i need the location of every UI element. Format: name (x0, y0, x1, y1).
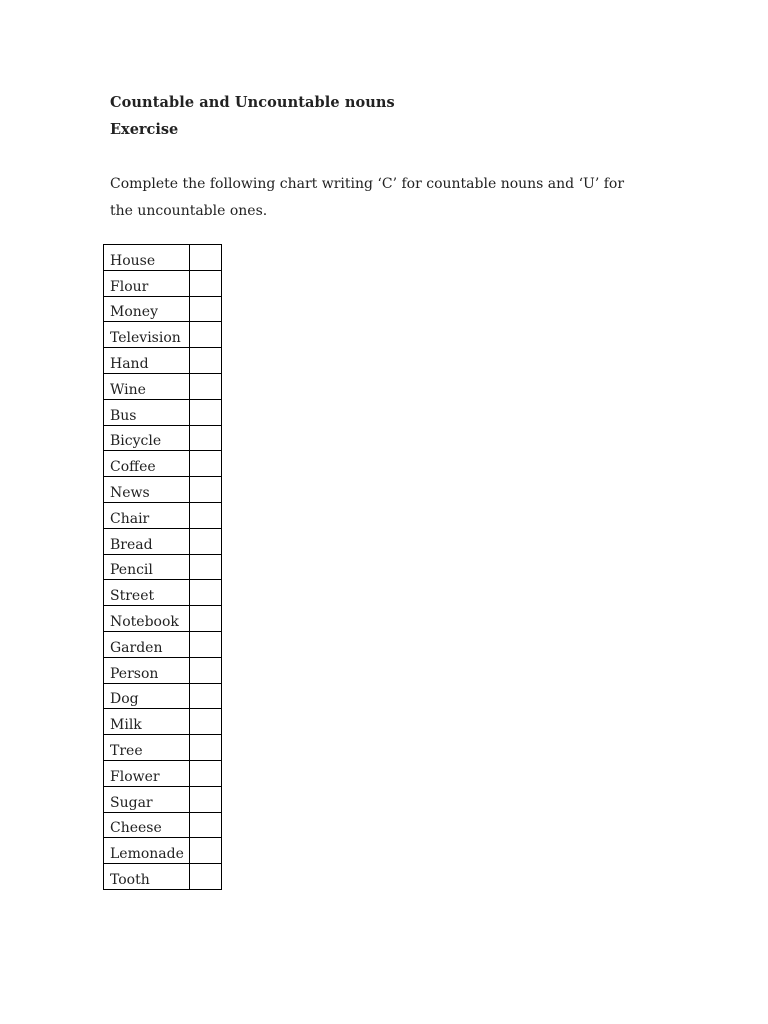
noun-cell: Flower (104, 760, 190, 786)
answer-cell[interactable] (190, 606, 222, 632)
table-row (104, 528, 222, 554)
noun-cell: Coffee (104, 451, 190, 477)
table-row (104, 502, 222, 528)
noun-cell: Chair (104, 502, 190, 528)
table-row (104, 348, 222, 374)
table-row (104, 296, 222, 322)
table-row (104, 838, 222, 864)
table-row (104, 631, 222, 657)
answer-cell[interactable] (190, 864, 222, 890)
answer-cell[interactable] (190, 528, 222, 554)
noun-cell: Wine (104, 373, 190, 399)
noun-cell: Money (104, 296, 190, 322)
table-row (104, 451, 222, 477)
table-row (104, 786, 222, 812)
answer-cell[interactable] (190, 631, 222, 657)
answer-cell[interactable] (190, 296, 222, 322)
answer-cell[interactable] (190, 580, 222, 606)
table-row (104, 606, 222, 632)
noun-cell: Notebook (104, 606, 190, 632)
table-row (104, 270, 222, 296)
answer-cell[interactable] (190, 322, 222, 348)
nouns-chart (103, 244, 222, 890)
noun-cell: Bus (104, 399, 190, 425)
nouns-chart-body (104, 245, 222, 890)
table-row (104, 735, 222, 761)
answer-cell[interactable] (190, 399, 222, 425)
table-row (104, 477, 222, 503)
table-row (104, 554, 222, 580)
table-row (104, 709, 222, 735)
noun-cell: Tooth (104, 864, 190, 890)
table-row (104, 399, 222, 425)
table-row (104, 864, 222, 890)
exercise-instructions: Complete the following chart writing ‘C’ for countable nouns and ‘U’ for the uncountable ones. (110, 176, 625, 219)
table-row (104, 657, 222, 683)
table-row (104, 683, 222, 709)
noun-cell: Person (104, 657, 190, 683)
answer-cell[interactable] (190, 657, 222, 683)
noun-cell: Pencil (104, 554, 190, 580)
answer-cell[interactable] (190, 709, 222, 735)
noun-cell: Garden (104, 631, 190, 657)
noun-cell: Tree (104, 735, 190, 761)
answer-cell[interactable] (190, 735, 222, 761)
answer-cell[interactable] (190, 838, 222, 864)
noun-cell: Flour (104, 270, 190, 296)
answer-cell[interactable] (190, 373, 222, 399)
answer-cell[interactable] (190, 270, 222, 296)
answer-cell[interactable] (190, 812, 222, 838)
table-row (104, 760, 222, 786)
answer-cell[interactable] (190, 245, 222, 271)
noun-cell: News (104, 477, 190, 503)
noun-cell: Street (104, 580, 190, 606)
table-row (104, 245, 222, 271)
answer-cell[interactable] (190, 554, 222, 580)
answer-cell[interactable] (190, 683, 222, 709)
answer-cell[interactable] (190, 760, 222, 786)
answer-cell[interactable] (190, 502, 222, 528)
noun-cell: Cheese (104, 812, 190, 838)
answer-cell[interactable] (190, 348, 222, 374)
answer-cell[interactable] (190, 477, 222, 503)
noun-cell: Bread (104, 528, 190, 554)
answer-cell[interactable] (190, 786, 222, 812)
table-row (104, 812, 222, 838)
noun-cell: Milk (104, 709, 190, 735)
table-row (104, 580, 222, 606)
table-row (104, 322, 222, 348)
table-row (104, 425, 222, 451)
noun-cell: House (104, 245, 190, 271)
noun-cell: Dog (104, 683, 190, 709)
noun-cell: Bicycle (104, 425, 190, 451)
noun-cell: Hand (104, 348, 190, 374)
noun-cell: Lemonade (104, 838, 190, 864)
noun-cell: Television (104, 322, 190, 348)
answer-cell[interactable] (190, 425, 222, 451)
document-title: Countable and Uncountable nouns (110, 94, 395, 111)
noun-cell: Sugar (104, 786, 190, 812)
answer-cell[interactable] (190, 451, 222, 477)
table-row (104, 373, 222, 399)
document-subtitle: Exercise (110, 121, 179, 138)
